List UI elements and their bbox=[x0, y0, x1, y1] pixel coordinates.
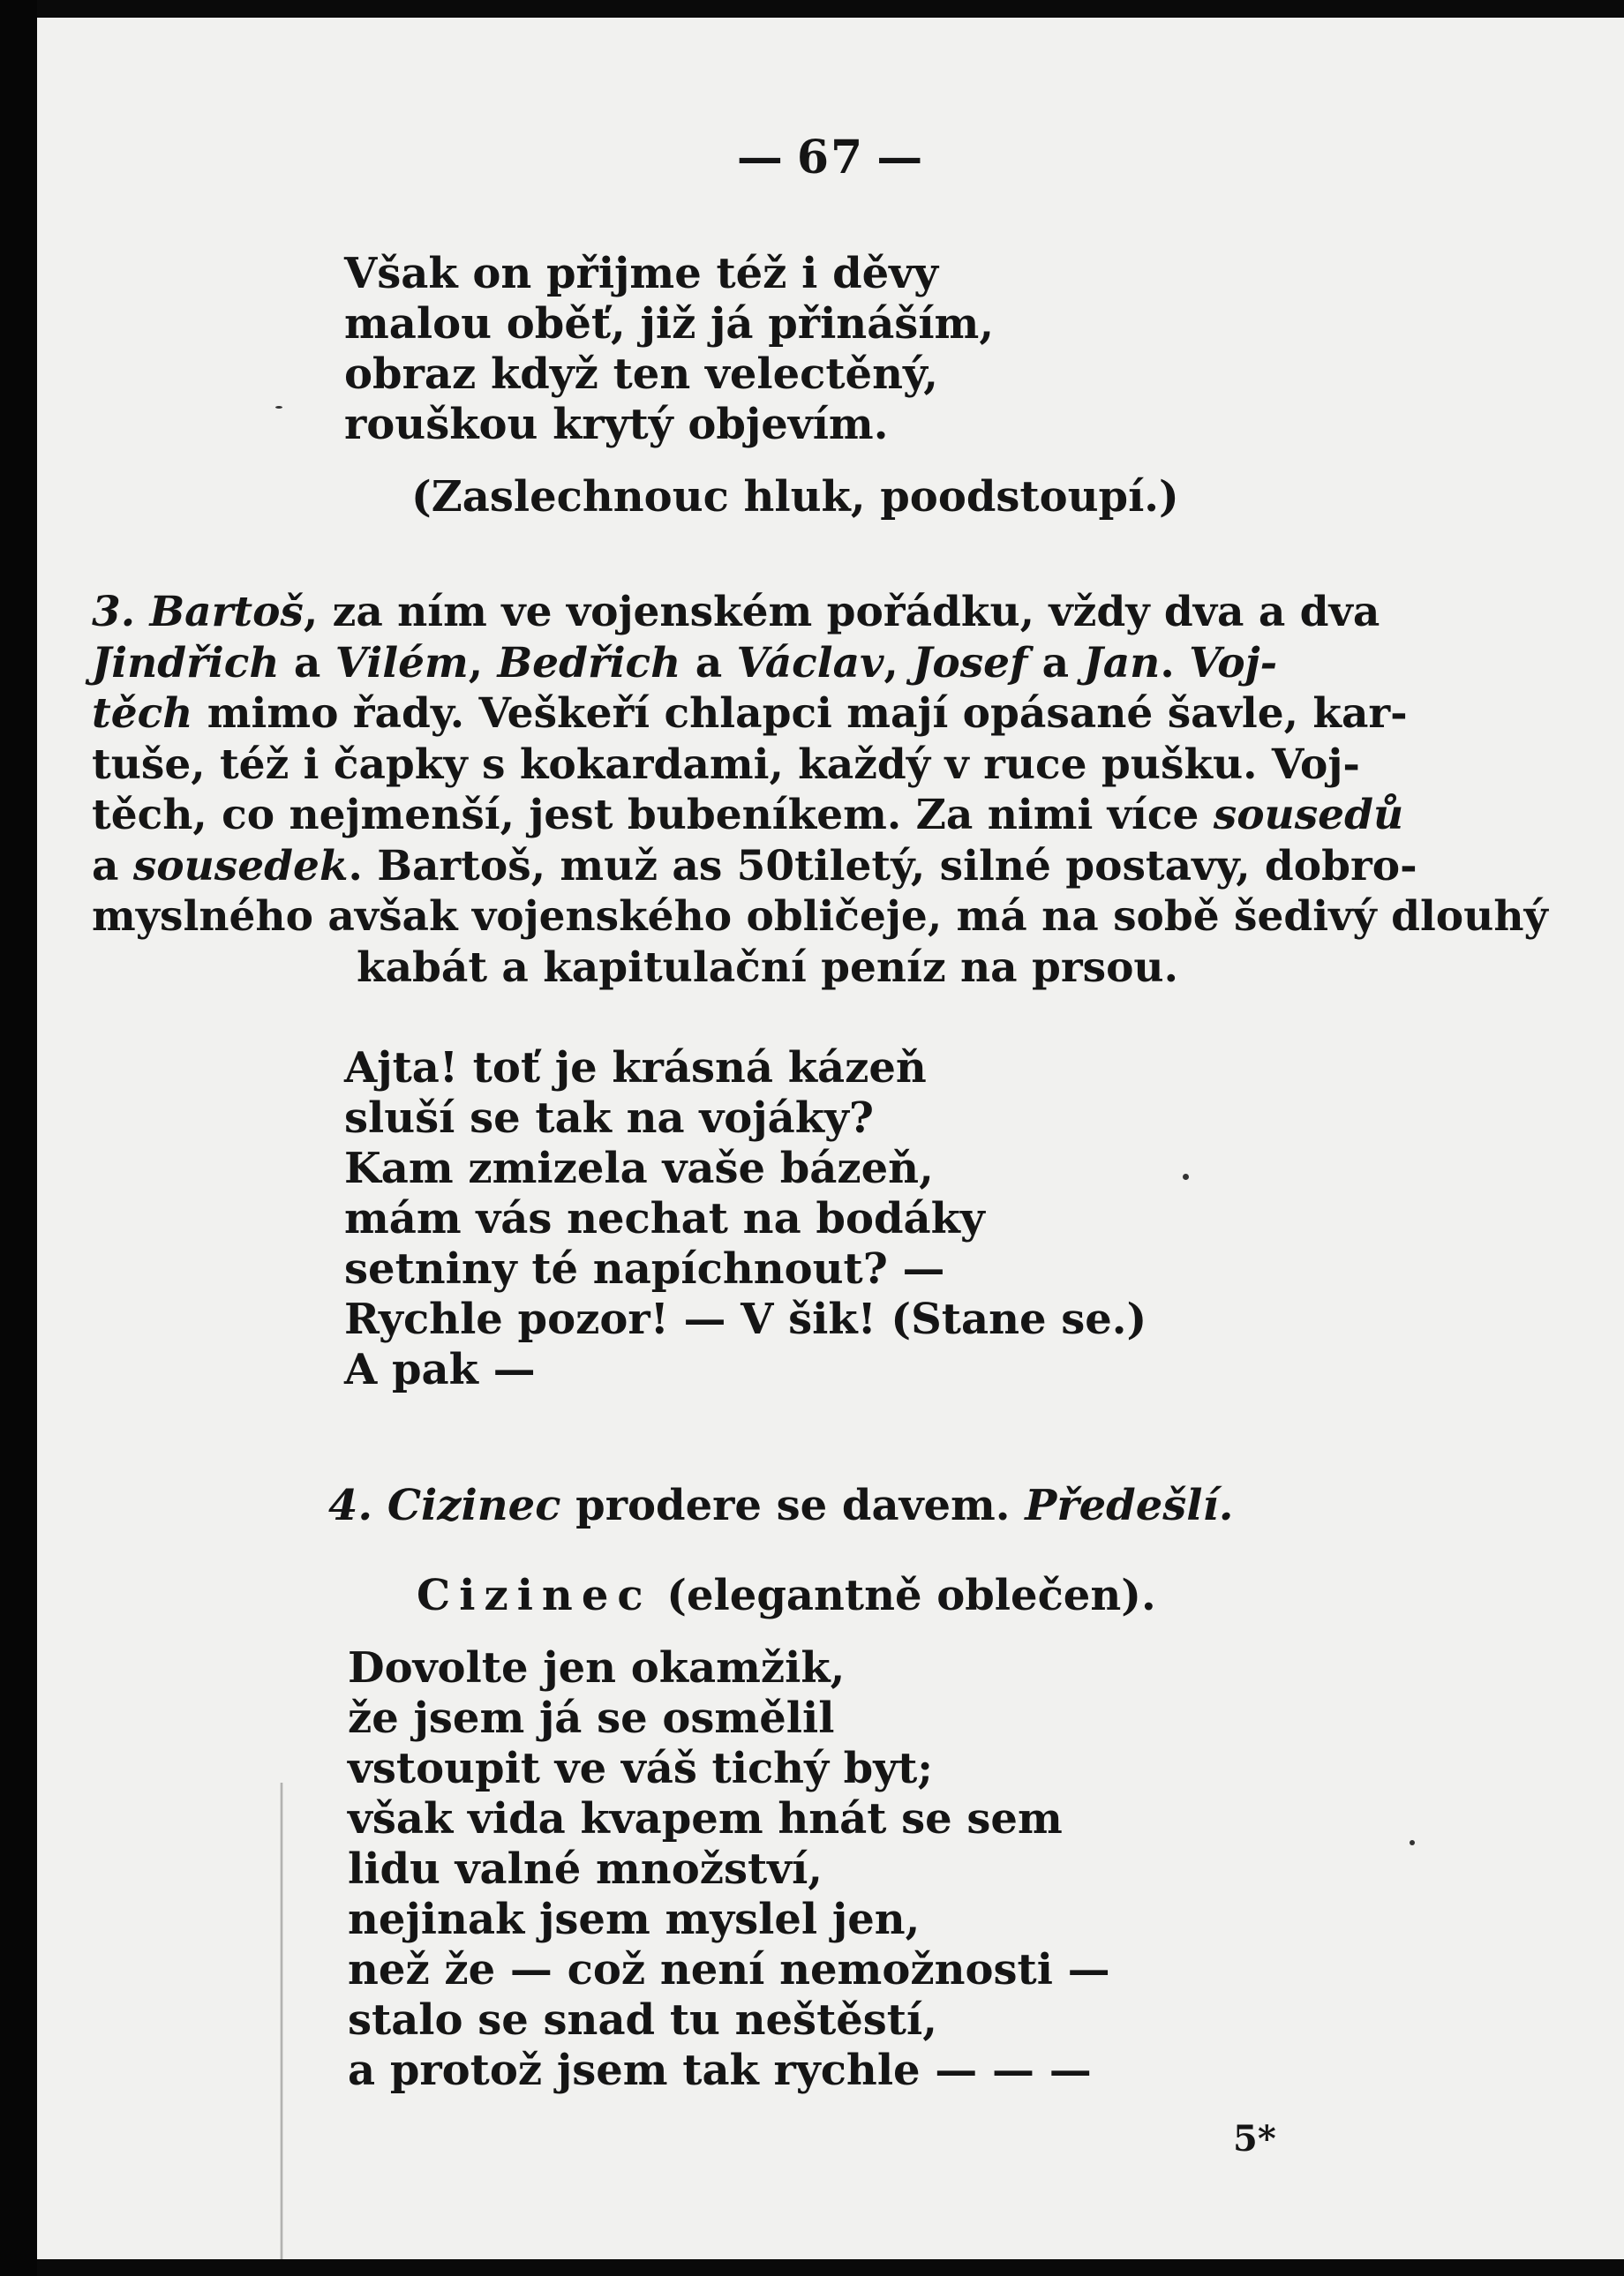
speck bbox=[1183, 1174, 1189, 1180]
signature-mark: 5* bbox=[1233, 2118, 1276, 2160]
scene-3-description bbox=[92, 587, 1548, 993]
stage-direction-1: (Zaslechnouc hluk, poodstoupí.) bbox=[411, 472, 1179, 522]
italic-name: sousedů bbox=[1213, 791, 1404, 839]
verse-line: stalo se snad tu neštěstí, bbox=[348, 1995, 937, 2045]
italic-name: Jan bbox=[1083, 638, 1161, 687]
italic-name: Vilém bbox=[335, 638, 469, 687]
italic-name: sousedek bbox=[132, 841, 349, 890]
speck bbox=[275, 406, 282, 409]
prose-text: a bbox=[680, 638, 737, 687]
page-number-dash-right: — bbox=[876, 131, 925, 184]
speaker-note: (elegantně oblečen). bbox=[651, 1571, 1156, 1620]
verse-line: A pak — bbox=[344, 1345, 536, 1394]
verse-line: že jsem já se osmělil bbox=[348, 1694, 835, 1743]
verse-line: mám vás nechat na bodáky bbox=[344, 1194, 985, 1243]
page-number-dash-left: — bbox=[736, 131, 785, 184]
book-spine-shadow bbox=[0, 0, 37, 2276]
speck bbox=[1410, 1840, 1415, 1845]
speaker-name: Cizinec bbox=[417, 1571, 652, 1620]
italic-name: Václav bbox=[736, 638, 884, 687]
prose-text: mimo řady. Veškeří chlapci mají opásané šavle, kar- bbox=[192, 689, 1408, 738]
italic-name: Bedřich bbox=[497, 638, 681, 687]
stanza-3 bbox=[348, 1643, 1110, 2096]
verse-line: Ajta! toť je krásná kázeň bbox=[344, 1043, 927, 1093]
prose-line bbox=[92, 587, 1460, 638]
stanza-2 bbox=[344, 1043, 1147, 1395]
scene-4-character: Cizinec bbox=[387, 1481, 561, 1530]
verse-line: lidu valné množství, bbox=[348, 1844, 823, 1894]
italic-name: 3. bbox=[92, 588, 150, 636]
prose-line bbox=[92, 638, 1460, 689]
italic-name: těch bbox=[92, 689, 193, 738]
speaker-line bbox=[417, 1571, 1156, 1621]
prose-line bbox=[92, 740, 1460, 791]
prose-line bbox=[92, 688, 1460, 740]
book-page bbox=[37, 18, 1624, 2259]
prose-line bbox=[92, 943, 1460, 994]
page-crease bbox=[280, 1783, 283, 2259]
prose-text: a bbox=[92, 841, 133, 890]
prose-text: myslného avšak vojenského obličeje, má na sobě šedivý dlouhý bbox=[92, 892, 1548, 941]
scene-4-number: 4. bbox=[328, 1481, 373, 1530]
italic-name: Josef bbox=[913, 638, 1028, 687]
verse-line: sluší se tak na vojáky? bbox=[344, 1093, 874, 1143]
verse-line: nejinak jsem myslel jen, bbox=[348, 1895, 921, 1944]
verse-line: Kam zmizela vaše bázeň, bbox=[344, 1144, 934, 1193]
prose-text: a bbox=[279, 638, 335, 687]
prose-line bbox=[92, 790, 1460, 841]
stanza-1 bbox=[344, 249, 994, 450]
scene-4-heading bbox=[328, 1481, 1233, 1531]
prose-text: . Bartoš, muž as 50tiletý, silné postavy, dobro- bbox=[348, 841, 1417, 890]
prose-text: tuše, též i čapky s kokardami, každý v ruce pušku. Voj- bbox=[92, 740, 1360, 789]
verse-line: rouškou krytý objevím. bbox=[344, 400, 889, 449]
prose-line bbox=[92, 841, 1460, 892]
verse-line: však vida kvapem hnát se sem bbox=[348, 1794, 1063, 1844]
verse-line: malou oběť, již já přináším, bbox=[344, 299, 995, 349]
prose-text: , za ním ve vojenském pořádku, vždy dva a dva bbox=[303, 588, 1380, 636]
italic-name: Bartoš bbox=[149, 588, 304, 636]
prose-text: , bbox=[468, 638, 498, 687]
verse-line: Však on přijme též i děvy bbox=[344, 249, 938, 298]
verse-line: Rychle pozor! — V šik! (Stane se.) bbox=[344, 1295, 1147, 1344]
verse-line: obraz když ten velectěný, bbox=[344, 349, 938, 399]
italic-name: Jindřich bbox=[92, 638, 280, 687]
prose-text: a bbox=[1027, 638, 1084, 687]
prose-text: , bbox=[883, 638, 914, 687]
verse-line: a protož jsem tak rychle — — — bbox=[348, 2046, 1092, 2095]
verse-line: setniny té napíchnout? — bbox=[344, 1244, 945, 1294]
verse-line: vstoupit ve váš tichý byt; bbox=[348, 1744, 934, 1793]
page-number-text: 67 bbox=[796, 131, 865, 184]
prose-text: kabát a kapitulační peníz na prsou. bbox=[357, 943, 1178, 992]
verse-line: Dovolte jen okamžik, bbox=[348, 1643, 846, 1693]
verse-line: než že — což není nemožnosti — bbox=[348, 1945, 1110, 1994]
prose-text: těch, co nejmenší, jest bubeníkem. Za nimi více bbox=[92, 791, 1214, 839]
scene-4-others: Předešlí. bbox=[1025, 1481, 1234, 1530]
prose-line bbox=[92, 891, 1548, 943]
prose-text: . bbox=[1160, 638, 1190, 687]
page-number bbox=[37, 131, 1624, 184]
scene-4-text: prodere se davem. bbox=[560, 1481, 1026, 1530]
italic-name: Voj- bbox=[1189, 638, 1278, 687]
